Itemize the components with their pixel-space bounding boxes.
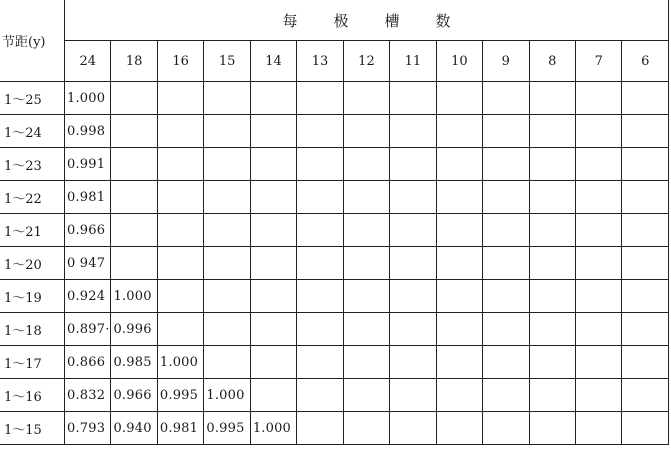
pitch-factor-cell [343, 346, 389, 379]
column-header: 9 [483, 41, 529, 82]
pitch-factor-cell [483, 313, 529, 346]
pitch-factor-cell [390, 148, 436, 181]
table-row [0, 148, 669, 181]
pitch-factor-cell [343, 214, 389, 247]
pitch-factor-cell [483, 181, 529, 214]
group-header-char: 极 [333, 11, 349, 30]
pitch-factor-cell [204, 280, 250, 313]
pitch-factor-cell [297, 115, 343, 148]
row-header-cell: 节距(y) [0, 0, 65, 82]
pitch-factor-cell [250, 82, 296, 115]
pitch-factor-cell [297, 280, 343, 313]
header-row-top [0, 0, 669, 41]
pitch-factor-cell [111, 214, 157, 247]
pitch-label: 1～19 [0, 280, 65, 313]
pitch-factor-cell [575, 412, 621, 445]
pitch-factor-cell [297, 346, 343, 379]
pitch-factor-cell [390, 280, 436, 313]
pitch-factor-cell [483, 346, 529, 379]
column-header: 10 [436, 41, 482, 82]
pitch-factor-cell [529, 148, 575, 181]
pitch-factor-cell [483, 280, 529, 313]
pitch-factor-cell [297, 181, 343, 214]
table-row [0, 247, 669, 280]
pitch-factor-cell [575, 115, 621, 148]
pitch-factor-cell [204, 247, 250, 280]
pitch-factor-cell [250, 181, 296, 214]
pitch-factor-cell: 1.000 [111, 280, 157, 313]
pitch-factor-cell [343, 247, 389, 280]
pitch-factor-cell [622, 247, 669, 280]
column-header: 18 [111, 41, 157, 82]
pitch-factor-cell [250, 379, 296, 412]
pitch-factor-cell [622, 379, 669, 412]
pitch-factor-cell [436, 313, 482, 346]
pitch-factor-cell [343, 313, 389, 346]
pitch-factor-cell: 0.966 [65, 214, 111, 247]
pitch-factor-cell [390, 82, 436, 115]
pitch-factor-cell [483, 115, 529, 148]
pitch-factor-cell [575, 346, 621, 379]
pitch-label: 1～20 [0, 247, 65, 280]
pitch-factor-cell: 1.000 [204, 379, 250, 412]
column-header: 6 [622, 41, 669, 82]
pitch-factor-cell [575, 379, 621, 412]
pitch-factor-cell [297, 214, 343, 247]
pitch-factor-cell [622, 280, 669, 313]
pitch-label: 1～16 [0, 379, 65, 412]
pitch-factor-cell [250, 346, 296, 379]
column-header: 14 [250, 41, 296, 82]
pitch-factor-cell [436, 82, 482, 115]
pitch-factor-cell [343, 181, 389, 214]
pitch-factor-cell [436, 379, 482, 412]
table-row [0, 181, 669, 214]
group-header-char: 每 [282, 11, 298, 30]
pitch-factor-cell: 1.000 [157, 346, 203, 379]
group-header-char: 槽 [384, 11, 400, 30]
pitch-label: 1～21 [0, 214, 65, 247]
column-header: 24 [65, 41, 111, 82]
pitch-factor-cell [157, 214, 203, 247]
pitch-factor-cell [343, 280, 389, 313]
pitch-label: 1～17 [0, 346, 65, 379]
pitch-factor-cell: 1.000 [65, 82, 111, 115]
slots-per-pole-header [65, 0, 669, 41]
pitch-factor-cell: 0.985 [111, 346, 157, 379]
table-row [0, 412, 669, 445]
pitch-factor-cell [157, 115, 203, 148]
pitch-factor-cell [575, 247, 621, 280]
column-header: 12 [343, 41, 389, 82]
pitch-factor-cell [204, 313, 250, 346]
pitch-factor-cell: 0.897· [65, 313, 111, 346]
pitch-factor-cell: 0.981 [65, 181, 111, 214]
pitch-factor-cell [157, 82, 203, 115]
pitch-factor-cell: 0.996 [111, 313, 157, 346]
pitch-factor-cell: 0.981 [157, 412, 203, 445]
pitch-factor-cell [529, 115, 575, 148]
pitch-factor-cell [204, 82, 250, 115]
table-row [0, 379, 669, 412]
pitch-factor-cell [390, 346, 436, 379]
pitch-factor-cell [622, 115, 669, 148]
pitch-factor-cell [390, 313, 436, 346]
column-header: 7 [575, 41, 621, 82]
pitch-factor-cell: 0.995 [157, 379, 203, 412]
pitch-factor-cell [575, 313, 621, 346]
column-header: 13 [297, 41, 343, 82]
pitch-factor-cell [250, 280, 296, 313]
pitch-factor-cell [157, 148, 203, 181]
column-header: 16 [157, 41, 203, 82]
table-row [0, 82, 669, 115]
table-row [0, 346, 669, 379]
pitch-factor-cell [483, 247, 529, 280]
pitch-label: 1～23 [0, 148, 65, 181]
pitch-factor-cell [529, 412, 575, 445]
group-header-char: 数 [435, 11, 451, 30]
pitch-factor-cell [390, 181, 436, 214]
pitch-factor-cell [622, 412, 669, 445]
pitch-factor-cell [529, 313, 575, 346]
pitch-factor-cell [111, 181, 157, 214]
table-row [0, 313, 669, 346]
pitch-label: 1～15 [0, 412, 65, 445]
pitch-factor-cell: 0.793 [65, 412, 111, 445]
pitch-factor-cell [111, 247, 157, 280]
pitch-factor-cell [436, 346, 482, 379]
table-body [0, 82, 669, 445]
pitch-factor-cell [343, 115, 389, 148]
pitch-factor-cell [483, 379, 529, 412]
pitch-factor-cell [250, 115, 296, 148]
pitch-factor-cell [157, 313, 203, 346]
pitch-factor-cell [529, 181, 575, 214]
pitch-factor-cell: 0.966 [111, 379, 157, 412]
pitch-factor-cell [157, 280, 203, 313]
pitch-factor-cell [157, 181, 203, 214]
pitch-factor-cell [390, 214, 436, 247]
pitch-label: 1～18 [0, 313, 65, 346]
pitch-factor-cell [529, 280, 575, 313]
table-row [0, 214, 669, 247]
pitch-factor-cell: 0.998 [65, 115, 111, 148]
pitch-factor-cell: 0.866 [65, 346, 111, 379]
pitch-factor-cell [297, 379, 343, 412]
pitch-factor-cell [204, 346, 250, 379]
pitch-factor-cell [575, 214, 621, 247]
pitch-factor-cell [436, 115, 482, 148]
pitch-factor-cell [483, 148, 529, 181]
pitch-factor-cell [343, 82, 389, 115]
pitch-factor-cell [390, 379, 436, 412]
header-row-columns [0, 41, 669, 82]
pitch-factor-cell [390, 115, 436, 148]
pitch-factor-cell [250, 214, 296, 247]
pitch-factor-cell [483, 214, 529, 247]
pitch-factor-cell [204, 214, 250, 247]
pitch-factor-cell [111, 82, 157, 115]
pitch-factor-cell [622, 181, 669, 214]
pitch-factor-cell [483, 82, 529, 115]
pitch-factor-cell [436, 247, 482, 280]
pitch-label: 1～22 [0, 181, 65, 214]
pitch-factor-cell [436, 181, 482, 214]
pitch-factor-cell [111, 115, 157, 148]
pitch-factor-cell [622, 214, 669, 247]
pitch-factor-cell [250, 247, 296, 280]
pitch-factor-cell [622, 148, 669, 181]
pitch-factor-cell [343, 148, 389, 181]
pitch-factor-cell: 0.924 [65, 280, 111, 313]
pitch-factor-cell [390, 247, 436, 280]
pitch-factor-cell [204, 115, 250, 148]
pitch-factor-cell [111, 148, 157, 181]
pitch-factor-cell [297, 412, 343, 445]
pitch-factor-cell [483, 412, 529, 445]
pitch-factor-cell [575, 148, 621, 181]
column-header: 11 [390, 41, 436, 82]
pitch-factor-cell [343, 412, 389, 445]
pitch-factor-cell [436, 148, 482, 181]
pitch-factor-cell [250, 313, 296, 346]
table-row [0, 115, 669, 148]
pitch-factor-cell [575, 181, 621, 214]
pitch-label: 1～24 [0, 115, 65, 148]
pitch-factor-cell [622, 82, 669, 115]
pitch-factor-cell [436, 412, 482, 445]
pitch-factor-cell: 1.000 [250, 412, 296, 445]
pitch-label: 1～25 [0, 82, 65, 115]
pitch-factor-cell: 0.995 [204, 412, 250, 445]
pitch-factor-cell [297, 148, 343, 181]
pitch-factor-cell [343, 379, 389, 412]
pitch-factor-cell [297, 82, 343, 115]
pitch-factor-cell [204, 148, 250, 181]
table-row [0, 280, 669, 313]
pitch-factor-cell [529, 247, 575, 280]
pitch-factor-cell [622, 313, 669, 346]
column-header: 8 [529, 41, 575, 82]
pitch-factor-cell [250, 148, 296, 181]
pitch-factor-cell [436, 280, 482, 313]
pitch-factor-cell [529, 346, 575, 379]
pitch-factor-cell [575, 82, 621, 115]
column-header: 15 [204, 41, 250, 82]
pitch-factor-cell: 0.991 [65, 148, 111, 181]
pitch-factor-cell: 0.940 [111, 412, 157, 445]
pitch-factor-cell [529, 82, 575, 115]
pitch-factor-cell [575, 280, 621, 313]
pitch-factor-cell [529, 214, 575, 247]
pitch-factor-cell [297, 313, 343, 346]
pitch-factor-cell [297, 247, 343, 280]
pitch-factor-cell: 0.832 [65, 379, 111, 412]
pitch-factor-cell [436, 214, 482, 247]
pitch-factor-cell [390, 412, 436, 445]
pitch-factor-cell [622, 346, 669, 379]
pitch-factor-cell [529, 379, 575, 412]
pitch-factor-cell: 0 947 [65, 247, 111, 280]
pitch-factor-cell [157, 247, 203, 280]
pitch-factor-cell [204, 181, 250, 214]
